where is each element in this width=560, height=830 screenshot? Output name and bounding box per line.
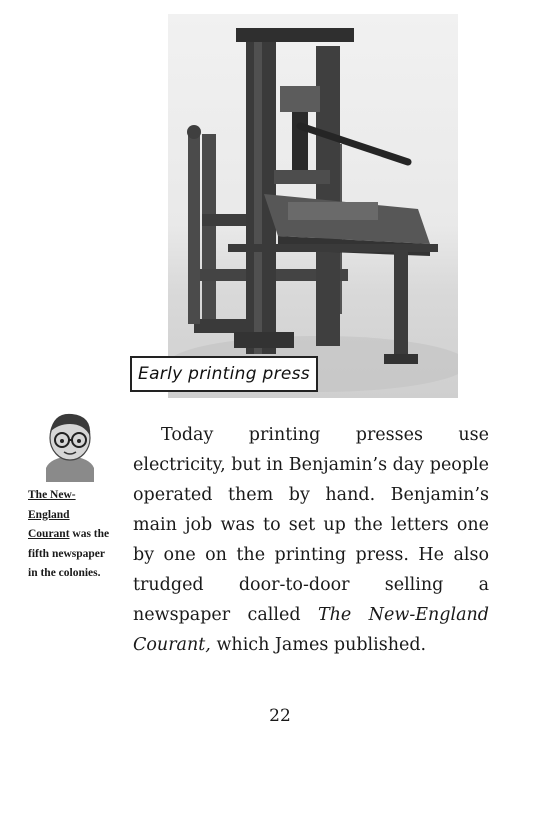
paragraph-text-start: Today printing presses use electricity, but in Benjamin’s day people operated them by hand. Benjamin’s main job was to set up the letters one by one on the printing press. He also trudged door-to-door selling a newspaper called	[133, 425, 489, 625]
sidebar-note	[28, 486, 112, 584]
main-paragraph	[133, 420, 489, 660]
printing-press-illustration	[168, 14, 458, 398]
printing-press-photo	[168, 14, 458, 398]
paragraph-text-end: which James published.	[210, 635, 427, 655]
newspaper-title: The New-England Courant,	[133, 605, 489, 655]
sidebar-note-title: The New-England Courant	[28, 489, 76, 540]
mascot-avatar	[40, 408, 100, 482]
sidebar-note-text: was the fifth newspaper in the colonies.	[28, 528, 110, 579]
page-number: 22	[269, 706, 291, 726]
photo-caption: Early printing press	[130, 356, 318, 392]
